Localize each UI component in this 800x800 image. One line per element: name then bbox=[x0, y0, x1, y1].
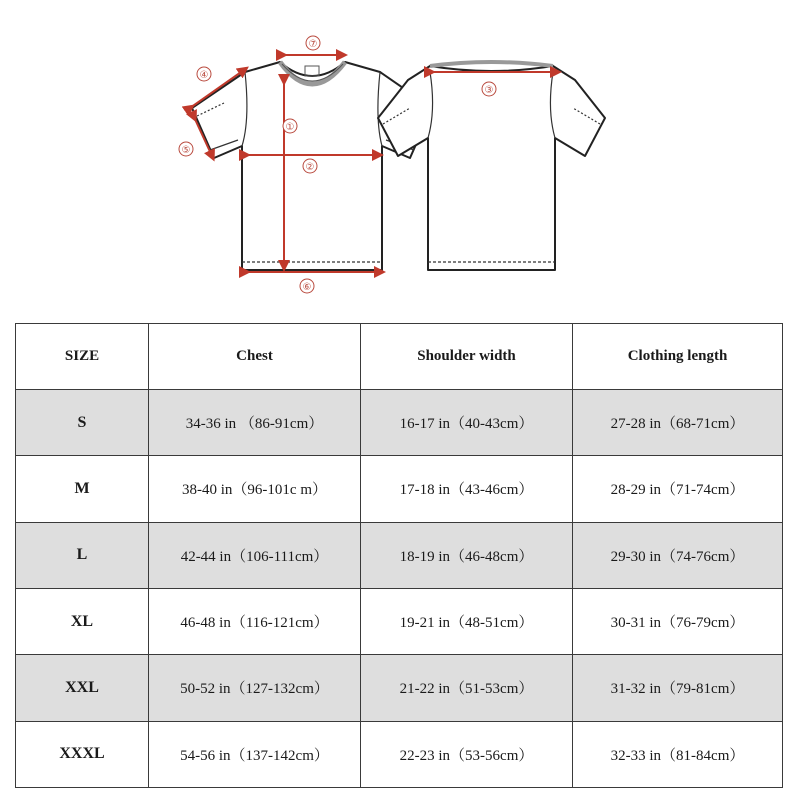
table-row bbox=[16, 588, 783, 654]
marker-3: ③ bbox=[484, 85, 494, 96]
header-chest: Chest bbox=[149, 324, 361, 390]
length-cell: 28-29 in（71-74cm） bbox=[573, 456, 783, 522]
shoulder-cell: 16-17 in（40-43cm） bbox=[361, 390, 573, 456]
marker-2: ② bbox=[305, 162, 315, 173]
shoulder-cell: 22-23 in（53-56cm） bbox=[361, 721, 573, 787]
marker-1: ① bbox=[285, 122, 295, 133]
diagram-svg bbox=[0, 0, 800, 305]
back-tshirt bbox=[378, 66, 605, 270]
chest-cell: 50-52 in（127-132cm） bbox=[149, 655, 361, 721]
length-cell: 30-31 in（76-79cm） bbox=[573, 588, 783, 654]
chest-cell: 42-44 in（106-111cm） bbox=[149, 522, 361, 588]
marker-6: ⑥ bbox=[302, 282, 312, 293]
table-row bbox=[16, 721, 783, 787]
tshirt-measurement-diagram bbox=[0, 0, 800, 305]
length-cell: 31-32 in（79-81cm） bbox=[573, 655, 783, 721]
chest-cell: 54-56 in（137-142cm） bbox=[149, 721, 361, 787]
marker-7: ⑦ bbox=[308, 39, 318, 50]
chest-cell: 38-40 in（96-101c m） bbox=[149, 456, 361, 522]
marker-4: ④ bbox=[199, 70, 209, 81]
length-cell: 32-33 in（81-84cm） bbox=[573, 721, 783, 787]
marker-5: ⑤ bbox=[181, 145, 191, 156]
size-cell: XXL bbox=[16, 655, 149, 721]
length-cell: 27-28 in（68-71cm） bbox=[573, 390, 783, 456]
size-cell: L bbox=[16, 522, 149, 588]
table-row bbox=[16, 390, 783, 456]
table-row bbox=[16, 655, 783, 721]
shoulder-cell: 17-18 in（43-46cm） bbox=[361, 456, 573, 522]
size-cell: S bbox=[16, 390, 149, 456]
table-row bbox=[16, 456, 783, 522]
size-cell: XXXL bbox=[16, 721, 149, 787]
header-clothing-length: Clothing length bbox=[573, 324, 783, 390]
shoulder-cell: 18-19 in（46-48cm） bbox=[361, 522, 573, 588]
header-shoulder-width: Shoulder width bbox=[361, 324, 573, 390]
chest-cell: 34-36 in （86-91cm） bbox=[149, 390, 361, 456]
table-header-row bbox=[16, 324, 783, 390]
size-cell: M bbox=[16, 456, 149, 522]
size-chart-table bbox=[15, 323, 783, 788]
shoulder-cell: 21-22 in（51-53cm） bbox=[361, 655, 573, 721]
length-cell: 29-30 in（74-76cm） bbox=[573, 522, 783, 588]
size-cell: XL bbox=[16, 588, 149, 654]
shoulder-cell: 19-21 in（48-51cm） bbox=[361, 588, 573, 654]
chest-cell: 46-48 in（116-121cm） bbox=[149, 588, 361, 654]
header-size: SIZE bbox=[16, 324, 149, 390]
table-row bbox=[16, 522, 783, 588]
